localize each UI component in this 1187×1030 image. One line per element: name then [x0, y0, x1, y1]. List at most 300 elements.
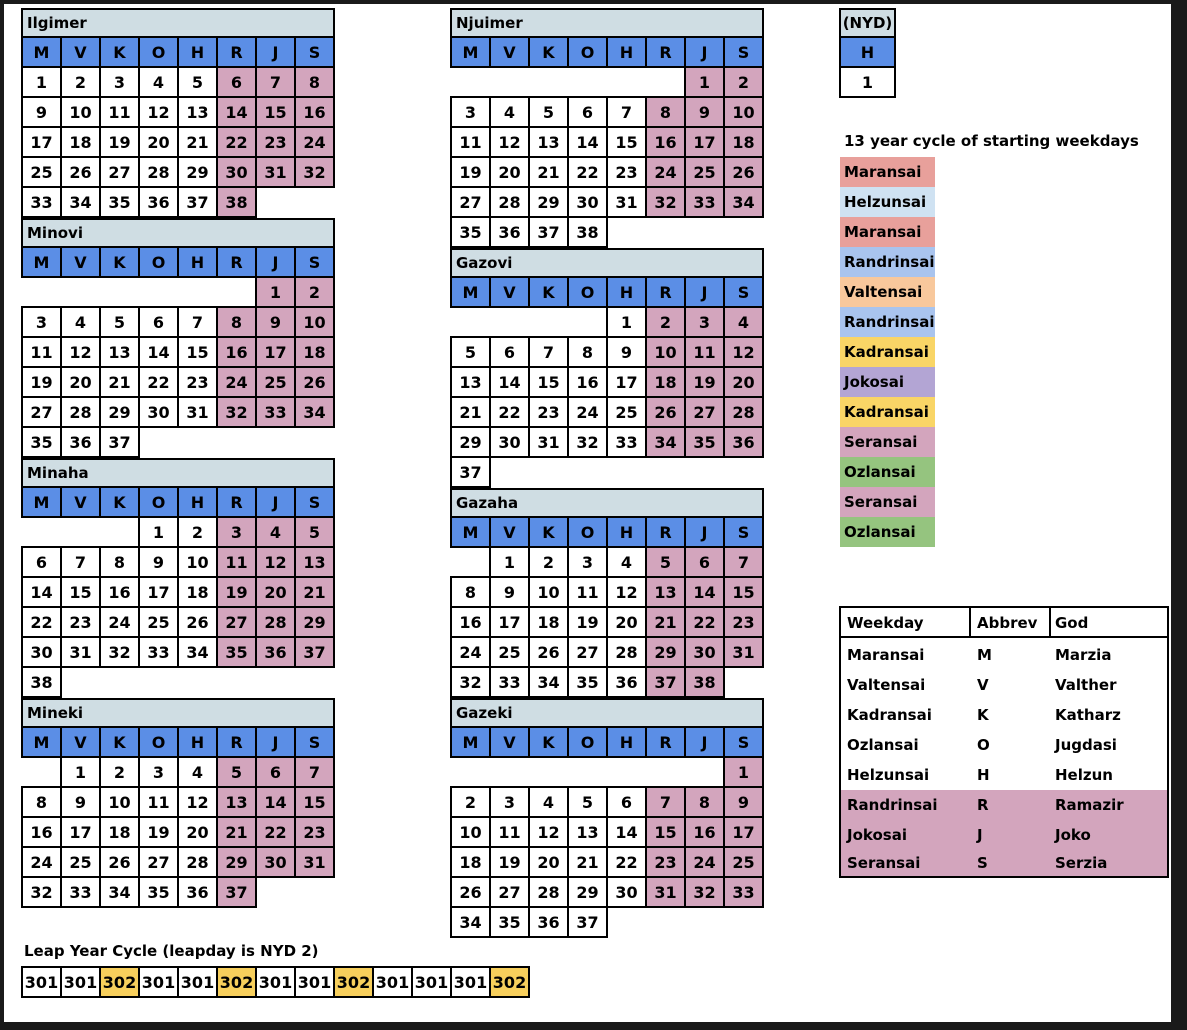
- day-cell: 31: [528, 426, 569, 458]
- cycle-item: Randrinsai: [840, 307, 935, 337]
- day-cell: 3: [216, 516, 257, 548]
- day-cell: 37: [177, 186, 218, 218]
- day-cell: 14: [138, 336, 179, 368]
- day-cell: 30: [21, 636, 62, 668]
- day-cell: 12: [723, 336, 764, 368]
- day-cell: 15: [60, 576, 101, 608]
- day-cell: 9: [138, 546, 179, 578]
- leap-year-cell: 301: [450, 966, 491, 998]
- day-cell: 24: [567, 396, 608, 428]
- month-title: Minaha: [21, 458, 335, 488]
- day-cell: 14: [489, 366, 530, 398]
- weekday-table-header: [841, 608, 1167, 638]
- day-cell: 8: [21, 786, 62, 818]
- day-cell: 12: [177, 786, 218, 818]
- day-cell: 22: [138, 366, 179, 398]
- day-cell: 28: [255, 606, 296, 638]
- day-cell: 36: [489, 216, 530, 248]
- weekday-name: Jokosai: [847, 826, 907, 844]
- day-cell: 10: [60, 96, 101, 128]
- weekday-abbrev: K: [977, 706, 989, 724]
- day-cell: 20: [489, 156, 530, 188]
- weekday-header: S: [294, 486, 335, 518]
- weekday-name: Maransai: [847, 646, 925, 664]
- day-cell: 33: [138, 636, 179, 668]
- day-cell: 8: [645, 96, 686, 128]
- day-cell: 27: [684, 396, 725, 428]
- day-cell: 36: [60, 426, 101, 458]
- day-cell: 34: [723, 186, 764, 218]
- weekday-header: V: [60, 486, 101, 518]
- day-cell: 14: [255, 786, 296, 818]
- day-cell: 4: [60, 306, 101, 338]
- day-cell: 32: [21, 876, 62, 908]
- day-cell: 31: [645, 876, 686, 908]
- day-cell: 18: [450, 846, 491, 878]
- day-cell: 7: [645, 786, 686, 818]
- day-cell: 18: [60, 126, 101, 158]
- weekday-header: O: [567, 516, 608, 548]
- day-cell: 4: [138, 66, 179, 98]
- day-cell: 30: [138, 396, 179, 428]
- day-cell: 5: [645, 546, 686, 578]
- weekday-header: M: [450, 276, 491, 308]
- day-cell: 21: [528, 156, 569, 188]
- day-cell: 28: [177, 846, 218, 878]
- day-cell: 22: [21, 606, 62, 638]
- cycle-item: Helzunsai: [840, 187, 935, 217]
- day-cell: 36: [606, 666, 647, 698]
- day-cell: 16: [21, 816, 62, 848]
- weekday-header: K: [99, 246, 140, 278]
- day-cell: 23: [177, 366, 218, 398]
- day-cell: 36: [138, 186, 179, 218]
- day-cell: 15: [255, 96, 296, 128]
- cycle-item: Seransai: [840, 427, 935, 457]
- day-cell: 22: [567, 156, 608, 188]
- weekday-header: R: [645, 276, 686, 308]
- day-cell: 4: [723, 306, 764, 338]
- day-cell: 23: [60, 606, 101, 638]
- day-cell: 29: [99, 396, 140, 428]
- weekday-header: V: [60, 246, 101, 278]
- weekday-header: O: [567, 726, 608, 758]
- weekday-row: [841, 670, 1167, 700]
- weekday-god: Marzia: [1055, 646, 1112, 664]
- day-cell: 19: [138, 816, 179, 848]
- day-cell: 21: [294, 576, 335, 608]
- weekday-row: [841, 790, 1167, 820]
- day-cell: 14: [21, 576, 62, 608]
- day-cell: 22: [684, 606, 725, 638]
- day-cell: 38: [567, 216, 608, 248]
- day-cell: 11: [684, 336, 725, 368]
- leap-year-cell: 302: [216, 966, 257, 998]
- day-cell: 6: [489, 336, 530, 368]
- day-cell: 38: [684, 666, 725, 698]
- weekday-header: R: [216, 726, 257, 758]
- month-title: Gazeki: [450, 698, 764, 728]
- day-cell: 19: [216, 576, 257, 608]
- day-cell: 22: [255, 816, 296, 848]
- calendar-sheet: [4, 4, 1171, 1022]
- day-cell: 28: [723, 396, 764, 428]
- weekday-abbrev: S: [977, 854, 988, 872]
- day-cell: 30: [606, 876, 647, 908]
- day-cell: 20: [723, 366, 764, 398]
- day-cell: 25: [255, 366, 296, 398]
- day-cell: 23: [255, 126, 296, 158]
- day-cell: 18: [99, 816, 140, 848]
- day-cell: 15: [723, 576, 764, 608]
- day-cell: 22: [216, 126, 257, 158]
- weekday-header: O: [567, 276, 608, 308]
- day-cell: 1: [60, 756, 101, 788]
- day-cell: 15: [177, 336, 218, 368]
- day-cell: 19: [489, 846, 530, 878]
- weekday-header: J: [684, 516, 725, 548]
- weekday-header: R: [216, 486, 257, 518]
- cycle-item: Kadransai: [840, 397, 935, 427]
- day-cell: 14: [567, 126, 608, 158]
- day-cell: 27: [567, 636, 608, 668]
- day-cell: 16: [294, 96, 335, 128]
- day-cell: 12: [60, 336, 101, 368]
- weekday-header: M: [450, 516, 491, 548]
- day-cell: 30: [567, 186, 608, 218]
- day-cell: 26: [99, 846, 140, 878]
- day-cell: 5: [177, 66, 218, 98]
- weekday-header: J: [255, 726, 296, 758]
- cycle-item: Ozlansai: [840, 457, 935, 487]
- day-cell: 36: [723, 426, 764, 458]
- day-cell: 2: [99, 756, 140, 788]
- leap-year-cell: 302: [333, 966, 374, 998]
- day-cell: 35: [684, 426, 725, 458]
- weekday-header: H: [177, 246, 218, 278]
- weekday-header: V: [60, 36, 101, 68]
- day-cell: 7: [60, 546, 101, 578]
- day-cell: 17: [489, 606, 530, 638]
- day-cell: 35: [21, 426, 62, 458]
- day-cell: 7: [723, 546, 764, 578]
- day-cell: 18: [723, 126, 764, 158]
- day-cell: 21: [567, 846, 608, 878]
- cycle-item: Ozlansai: [840, 517, 935, 547]
- day-cell: 6: [21, 546, 62, 578]
- day-cell: 24: [216, 366, 257, 398]
- day-cell: 29: [216, 846, 257, 878]
- weekday-header: S: [723, 276, 764, 308]
- day-cell: 31: [177, 396, 218, 428]
- day-cell: 28: [138, 156, 179, 188]
- day-cell: 37: [567, 906, 608, 938]
- day-cell: 26: [294, 366, 335, 398]
- day-cell: 12: [489, 126, 530, 158]
- weekday-god: Jugdasi: [1055, 736, 1117, 754]
- cycle-title: 13 year cycle of starting weekdays: [844, 132, 1139, 150]
- cycle-item: Jokosai: [840, 367, 935, 397]
- day-cell: 14: [606, 816, 647, 848]
- day-cell: 37: [216, 876, 257, 908]
- day-cell: 9: [60, 786, 101, 818]
- weekday-name: Kadransai: [847, 706, 932, 724]
- day-cell: 2: [645, 306, 686, 338]
- day-cell: 18: [528, 606, 569, 638]
- day-cell: 8: [684, 786, 725, 818]
- day-cell: 4: [255, 516, 296, 548]
- weekday-abbrev: V: [977, 676, 989, 694]
- weekday-name: Seransai: [847, 854, 921, 872]
- day-cell: 2: [60, 66, 101, 98]
- day-cell: 25: [606, 396, 647, 428]
- day-cell: 24: [99, 606, 140, 638]
- weekday-header: J: [684, 36, 725, 68]
- day-cell: 3: [99, 66, 140, 98]
- day-cell: 25: [684, 156, 725, 188]
- day-cell: 29: [450, 426, 491, 458]
- day-cell: 20: [60, 366, 101, 398]
- weekday-header: O: [138, 36, 179, 68]
- day-cell: 24: [684, 846, 725, 878]
- day-cell: 36: [255, 636, 296, 668]
- weekday-name: Helzunsai: [847, 766, 930, 784]
- day-cell: 1: [138, 516, 179, 548]
- day-cell: 31: [255, 156, 296, 188]
- weekday-header: M: [450, 726, 491, 758]
- weekday-header: J: [255, 486, 296, 518]
- day-cell: 21: [450, 396, 491, 428]
- weekday-abbrev: J: [977, 826, 983, 844]
- day-cell: 24: [294, 126, 335, 158]
- month-title: Mineki: [21, 698, 335, 728]
- day-cell: 27: [21, 396, 62, 428]
- day-cell: 21: [99, 366, 140, 398]
- weekday-row: [841, 640, 1167, 670]
- day-cell: 30: [255, 846, 296, 878]
- day-cell: 31: [60, 636, 101, 668]
- day-cell: 7: [294, 756, 335, 788]
- day-cell: 35: [489, 906, 530, 938]
- weekday-god: Valther: [1055, 676, 1117, 694]
- weekday-header: R: [216, 246, 257, 278]
- day-cell: 11: [450, 126, 491, 158]
- day-cell: 24: [21, 846, 62, 878]
- leap-year-cell: 302: [99, 966, 140, 998]
- weekday-header: R: [645, 726, 686, 758]
- day-cell: 20: [528, 846, 569, 878]
- day-cell: 23: [723, 606, 764, 638]
- day-cell: 7: [528, 336, 569, 368]
- day-cell: 18: [177, 576, 218, 608]
- day-cell: 10: [723, 96, 764, 128]
- weekday-header: V: [489, 726, 530, 758]
- day-cell: 13: [528, 126, 569, 158]
- weekday-row: [841, 820, 1167, 850]
- day-cell: 27: [450, 186, 491, 218]
- day-cell: 23: [645, 846, 686, 878]
- weekday-header: S: [294, 726, 335, 758]
- leap-year-cell: 301: [255, 966, 296, 998]
- day-cell: 15: [645, 816, 686, 848]
- day-cell: 29: [294, 606, 335, 638]
- weekday-header: V: [489, 276, 530, 308]
- day-cell: 12: [528, 816, 569, 848]
- day-cell: 9: [606, 336, 647, 368]
- day-cell: 25: [489, 636, 530, 668]
- day-cell: 34: [528, 666, 569, 698]
- day-cell: 19: [21, 366, 62, 398]
- day-cell: 1: [21, 66, 62, 98]
- day-cell: 19: [567, 606, 608, 638]
- day-cell: 9: [723, 786, 764, 818]
- month-title: Gazovi: [450, 248, 764, 278]
- day-cell: 25: [21, 156, 62, 188]
- day-cell: 12: [138, 96, 179, 128]
- day-cell: 28: [606, 636, 647, 668]
- weekday-name: Ozlansai: [847, 736, 919, 754]
- day-cell: 26: [450, 876, 491, 908]
- day-cell: 1: [684, 66, 725, 98]
- day-cell: 35: [216, 636, 257, 668]
- header-god: God: [1055, 614, 1089, 632]
- day-cell: 37: [450, 456, 491, 488]
- weekday-god: Katharz: [1055, 706, 1121, 724]
- weekday-header: M: [21, 726, 62, 758]
- month-title: Ilgimer: [21, 8, 335, 38]
- month-title: Njuimer: [450, 8, 764, 38]
- cycle-item: Valtensai: [840, 277, 935, 307]
- weekday-header: K: [528, 36, 569, 68]
- day-cell: 33: [21, 186, 62, 218]
- day-cell: 31: [294, 846, 335, 878]
- leap-year-cell: 302: [489, 966, 530, 998]
- day-cell: 23: [294, 816, 335, 848]
- day-cell: 35: [450, 216, 491, 248]
- day-cell: 20: [177, 816, 218, 848]
- day-cell: 13: [177, 96, 218, 128]
- cycle-item: Seransai: [840, 487, 935, 517]
- weekday-row: [841, 848, 1167, 876]
- day-cell: 3: [450, 96, 491, 128]
- day-cell: 32: [567, 426, 608, 458]
- day-cell: 33: [255, 396, 296, 428]
- day-cell: 2: [723, 66, 764, 98]
- day-cell: 9: [255, 306, 296, 338]
- weekday-abbrev: R: [977, 796, 989, 814]
- day-cell: 7: [606, 96, 647, 128]
- day-cell: 6: [138, 306, 179, 338]
- cycle-item: Maransai: [840, 157, 935, 187]
- weekday-row: [841, 760, 1167, 790]
- day-cell: 3: [567, 546, 608, 578]
- day-cell: 10: [294, 306, 335, 338]
- day-cell: 20: [606, 606, 647, 638]
- day-cell: 38: [21, 666, 62, 698]
- day-cell: 35: [99, 186, 140, 218]
- nyd-weekday-header: H: [839, 36, 896, 68]
- weekday-god: Ramazir: [1055, 796, 1124, 814]
- day-cell: 31: [606, 186, 647, 218]
- day-cell: 34: [177, 636, 218, 668]
- day-cell: 36: [177, 876, 218, 908]
- day-cell: 15: [606, 126, 647, 158]
- day-cell: 16: [684, 816, 725, 848]
- weekday-god: Serzia: [1055, 854, 1108, 872]
- day-cell: 24: [450, 636, 491, 668]
- day-cell: 17: [723, 816, 764, 848]
- day-cell: 29: [528, 186, 569, 218]
- day-cell: 12: [255, 546, 296, 578]
- weekday-header: K: [528, 726, 569, 758]
- day-cell: 12: [606, 576, 647, 608]
- day-cell: 10: [528, 576, 569, 608]
- day-cell: 13: [216, 786, 257, 818]
- day-cell: 2: [528, 546, 569, 578]
- day-cell: 32: [216, 396, 257, 428]
- day-cell: 15: [294, 786, 335, 818]
- header-divider: [969, 608, 971, 638]
- day-cell: 34: [99, 876, 140, 908]
- day-cell: 14: [216, 96, 257, 128]
- leap-year-cell: 301: [138, 966, 179, 998]
- day-cell: 28: [489, 186, 530, 218]
- leap-title: Leap Year Cycle (leapday is NYD 2): [24, 942, 319, 960]
- weekday-row: [841, 700, 1167, 730]
- day-cell: 30: [216, 156, 257, 188]
- weekday-header: H: [606, 726, 647, 758]
- day-cell: 3: [21, 306, 62, 338]
- day-cell: 33: [606, 426, 647, 458]
- day-cell: 8: [567, 336, 608, 368]
- day-cell: 34: [294, 396, 335, 428]
- day-cell: 10: [645, 336, 686, 368]
- weekday-god: Helzun: [1055, 766, 1113, 784]
- day-cell: 19: [450, 156, 491, 188]
- day-cell: 30: [489, 426, 530, 458]
- day-cell: 10: [99, 786, 140, 818]
- day-cell: 13: [645, 576, 686, 608]
- day-cell: 37: [294, 636, 335, 668]
- weekday-header: M: [450, 36, 491, 68]
- weekday-header: O: [138, 726, 179, 758]
- day-cell: 33: [723, 876, 764, 908]
- day-cell: 26: [528, 636, 569, 668]
- weekday-header: K: [528, 516, 569, 548]
- leap-year-cell: 301: [411, 966, 452, 998]
- day-cell: 8: [450, 576, 491, 608]
- nyd-title: (NYD): [839, 8, 896, 38]
- day-cell: 16: [216, 336, 257, 368]
- day-cell: 38: [216, 186, 257, 218]
- day-cell: 13: [294, 546, 335, 578]
- leap-year-cell: 301: [60, 966, 101, 998]
- day-cell: 17: [138, 576, 179, 608]
- day-cell: 17: [60, 816, 101, 848]
- header-weekday: Weekday: [847, 614, 924, 632]
- day-cell: 26: [723, 156, 764, 188]
- day-cell: 33: [684, 186, 725, 218]
- month-title: Gazaha: [450, 488, 764, 518]
- day-cell: 27: [216, 606, 257, 638]
- day-cell: 6: [216, 66, 257, 98]
- weekday-name: Valtensai: [847, 676, 926, 694]
- day-cell: 5: [294, 516, 335, 548]
- weekday-header: O: [138, 486, 179, 518]
- day-cell: 5: [450, 336, 491, 368]
- weekday-header: S: [723, 516, 764, 548]
- day-cell: 37: [645, 666, 686, 698]
